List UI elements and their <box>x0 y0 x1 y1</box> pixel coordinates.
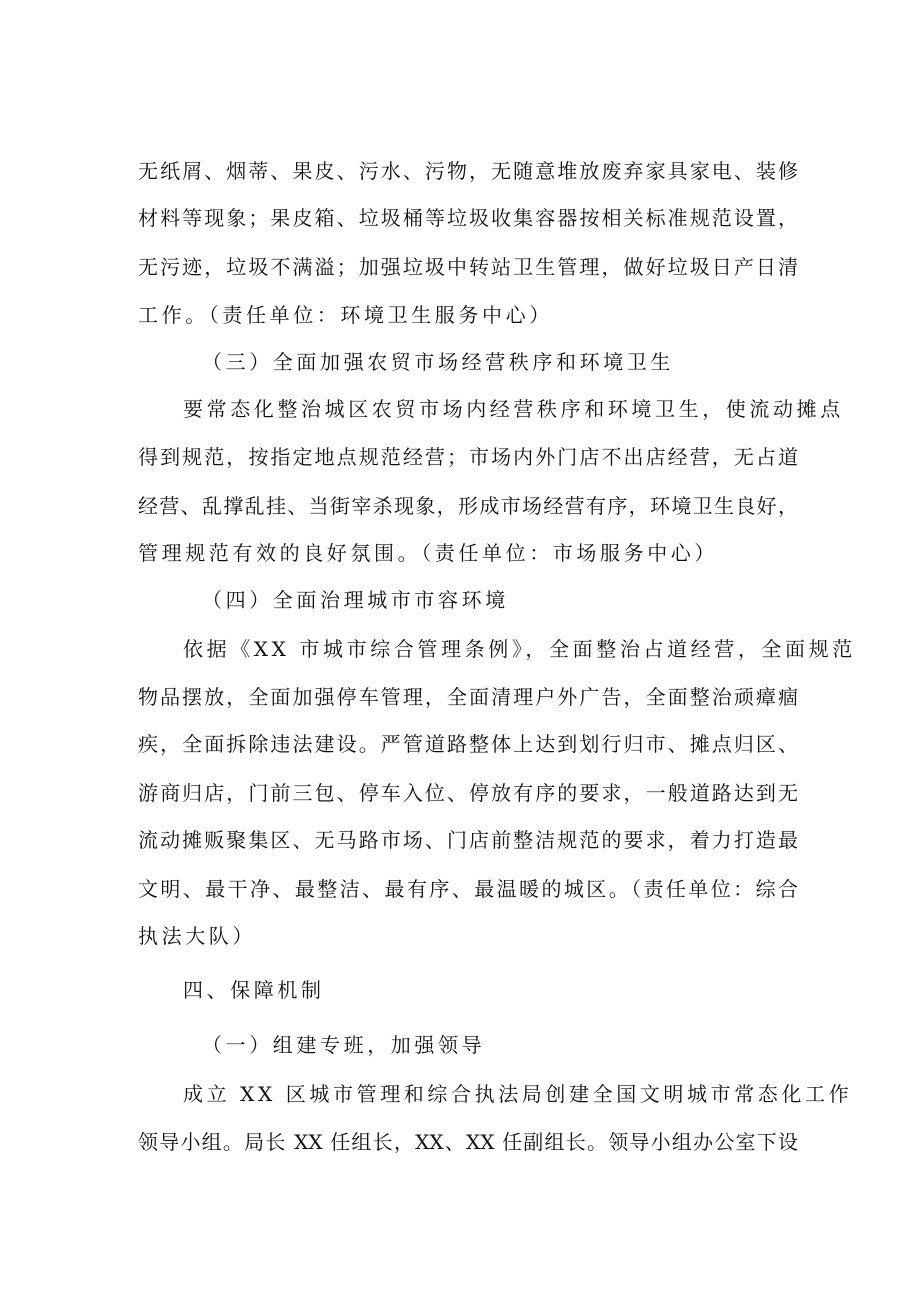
text-line: 得到规范，按指定地点规范经营；市场内外门店不出店经营，无占道 <box>138 445 798 469</box>
text-line: 无纸屑、烟蒂、果皮、污水、污物，无随意堆放废弃家具家电、装修 <box>138 159 798 183</box>
text-line: 执法大队） <box>138 924 256 948</box>
text-line: 物品摆放，全面加强停车管理，全面清理户外广告，全面整治顽瘴痼 <box>138 685 798 709</box>
text-line: 领导小组。局长 XX 任组长，XX、XX 任副组长。领导小组办公室下设 <box>138 1130 798 1154</box>
text-line: 流动摊贩聚集区、无马路市场、门店前整洁规范的要求，着力打造最 <box>138 828 798 852</box>
section-heading: （一）组建专班，加强领导 <box>202 1033 486 1057</box>
section-heading: （四）全面治理城市市容环境 <box>202 588 509 612</box>
text-line: 成立 XX 区城市管理和综合执法局创建全国文明城市常态化工作 <box>183 1082 853 1106</box>
text-line: 文明、最干净、最整洁、最有序、最温暖的城区。（责任单位：综合 <box>138 877 798 901</box>
text-line: 疾，全面拆除违法建设。严管道路整体上达到划行归市、摊点归区、 <box>138 732 798 756</box>
text-line: 经营、乱撑乱挂、当街宰杀现象，形成市场经营有序，环境卫生良好， <box>138 494 798 518</box>
text-line: 工作。（责任单位：环境卫生服务中心） <box>138 303 553 327</box>
section-heading: （三）全面加强农贸市场经营秩序和环境卫生 <box>202 350 674 374</box>
text-line: 要常态化整治城区农贸市场内经营秩序和环境卫生，使流动摊点 <box>183 397 844 421</box>
chapter-heading: 四、保障机制 <box>183 978 325 1002</box>
text-line: 材料等现象；果皮箱、垃圾桶等垃圾收集容器按相关标准规范设置， <box>138 206 798 230</box>
text-line: 管理规范有效的良好氛围。（责任单位：市场服务中心） <box>138 541 718 565</box>
text-line: 游商归店，门前三包、停车入位、停放有序的要求，一般道路达到无 <box>138 781 798 805</box>
text-line: 无污迹，垃圾不满溢；加强垃圾中转站卫生管理，做好垃圾日产日清 <box>138 255 798 279</box>
text-line: 依据《XX 市城市综合管理条例》，全面整治占道经营，全面规范 <box>183 637 856 661</box>
